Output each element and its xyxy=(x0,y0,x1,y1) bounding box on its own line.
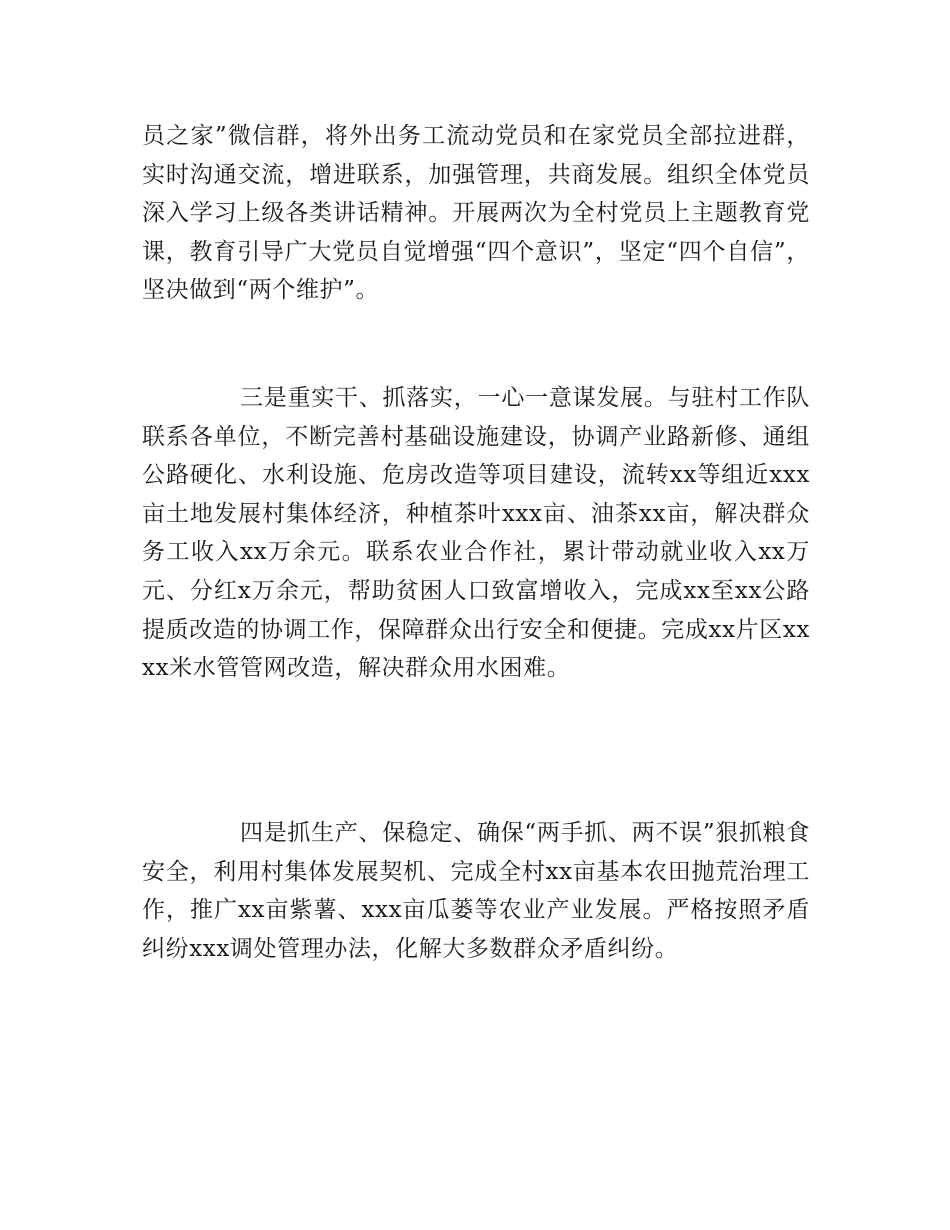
paragraph-fourth-point: 四是抓生产、保稳定、确保“两手抓、两不误”狠抓粮食安全，利用村集体发展契机、完成全村xx亩基本农田抛荒治理工作，推广xx亩紫薯、xxx亩瓜蒌等农业产业发展。严格按照矛盾纠纷xxx调处管理办法，化解大多数群众矛盾纠纷。 xyxy=(142,820,810,962)
paragraph-party-members-wechat: 员之家”微信群，将外出务工流动党员和在家党员全部拉进群，实时沟通交流，增进联系，加强管理，共商发展。组织全体党员深入学习上级各类讲话精神。开展两次为全村党员上主题教育党课，教育引导广大党员自觉增强“四个意识”，坚定“四个自信”，坚决做到“两个维护”。 xyxy=(142,123,810,304)
paragraph-third-point: 三是重实干、抓落实，一心一意谋发展。与驻村工作队联系各单位，不断完善村基础设施建设，协调产业路新修、通组公路硬化、水利设施、危房改造等项目建设，流转xx等组近xxx亩土地发展村集体经济，种植茶叶xxx亩、油茶xx亩，解决群众务工收入xx万余元。联系农业合作社，累计带动就业收入xx万元、分红x万余元，帮助贫困人口致富增收入，完成xx至xx公路提质改造的协调工作，保障群众出行安全和便捷。完成xx片区xxxx米水管管网改造，解决群众用水困难。 xyxy=(142,385,810,682)
